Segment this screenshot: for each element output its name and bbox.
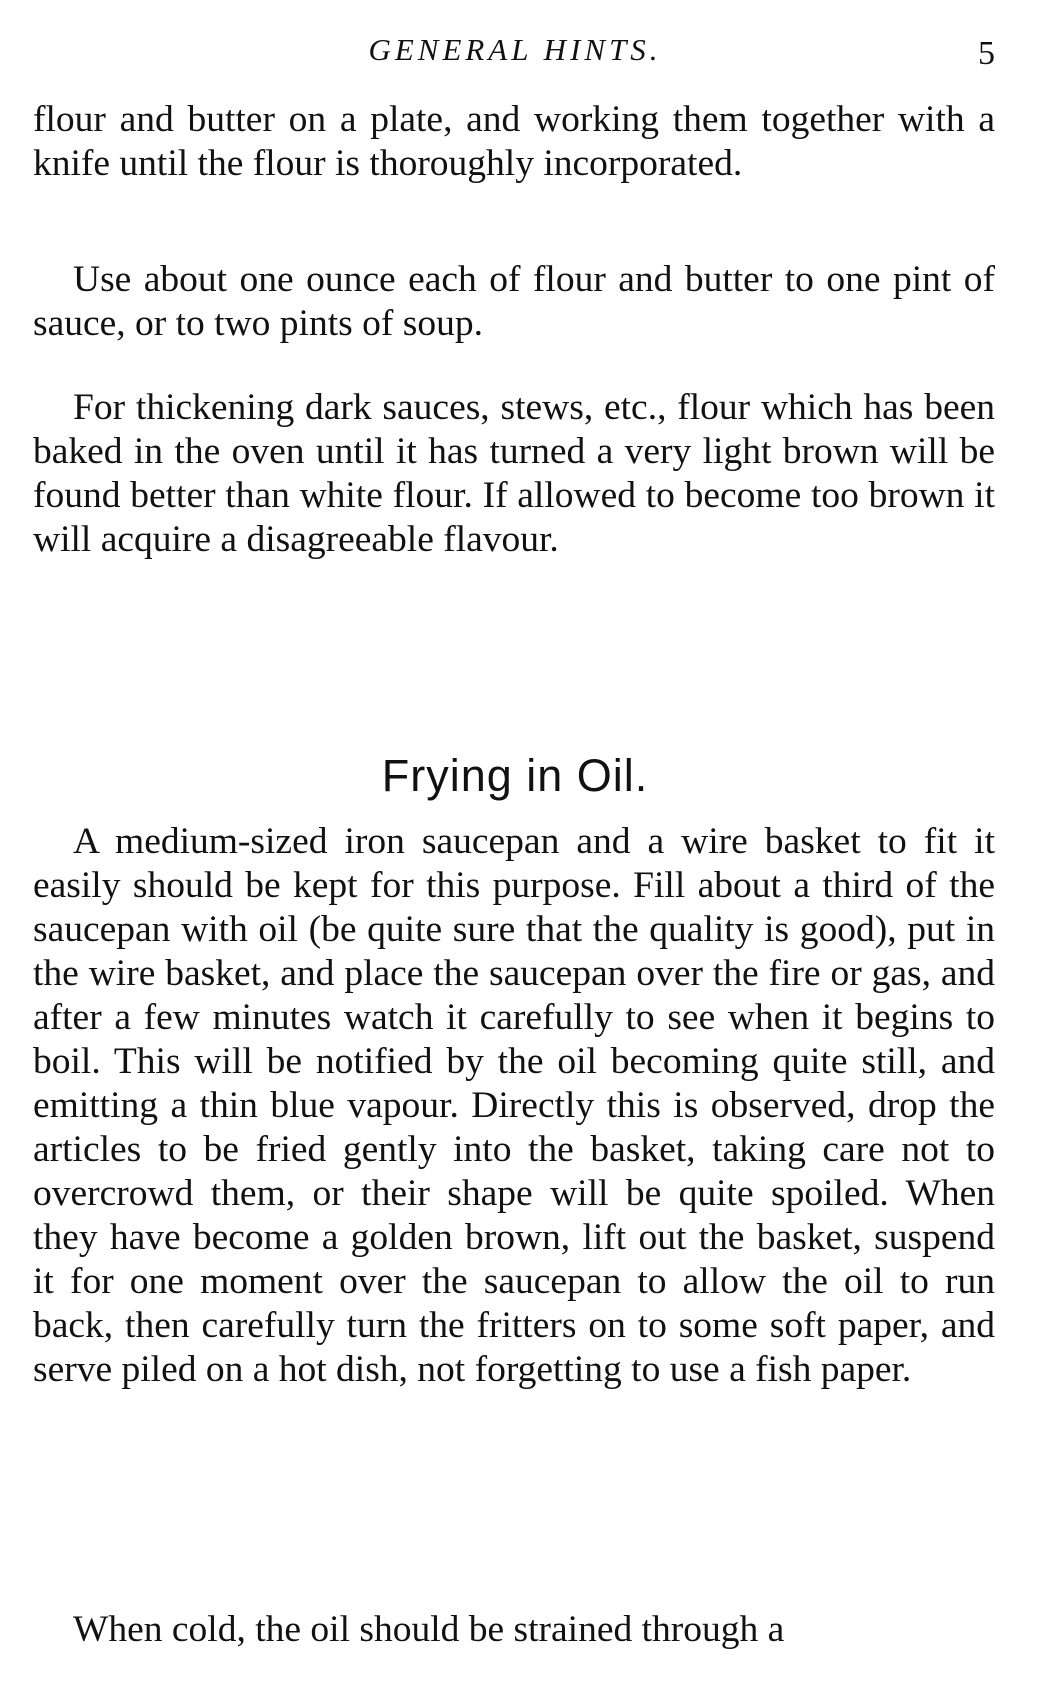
paragraph-frying-method: A medium-sized iron saucepan and a wire basket to fit it easily should be kept for this purpose. Fill about a third of the saucepan with oil (be quite sure that the quality is good), put in the wire basket, and place the saucepan over the fire or gas, and after a few minutes watch it carefully to see when it begins to boil. This will be notified by the oil becoming quite still, and emitting a thin blue vapour. Directly this is observed, drop the articles to be fried gently into the basket, taking care not to overcrowd them, or their shape will be quite spoiled. When they have become a golden brown, lift out the basket, suspend it for one moment over the saucepan to allow the oil to run back, then carefully turn the fritters on to some soft paper, and serve piled on a hot dish, not forgetting to use a fish paper. <box>33 821 995 1390</box>
paragraph-flour-quantity: Use about one ounce each of flour and butter to one pint of sauce, or to two pints of soup. <box>33 259 995 344</box>
running-title: GENERAL HINTS. <box>368 32 662 67</box>
paragraph-straining-oil: When cold, the oil should be strained through a <box>73 1609 785 1650</box>
section-heading: Frying in Oil. <box>381 750 649 801</box>
page-number: 5 <box>978 35 995 72</box>
paragraph-dark-sauces: For thickening dark sauces, stews, etc., flour which has been baked in the oven until it has turned a very light brown will be found better than white flour. If allowed to become too brown it will acquire a disagreeable flavour. <box>33 387 995 560</box>
running-head <box>0 28 1049 72</box>
paragraph-continued: flour and butter on a plate, and working them together with a knife until the flour is thoroughly incorporated. <box>33 99 995 184</box>
